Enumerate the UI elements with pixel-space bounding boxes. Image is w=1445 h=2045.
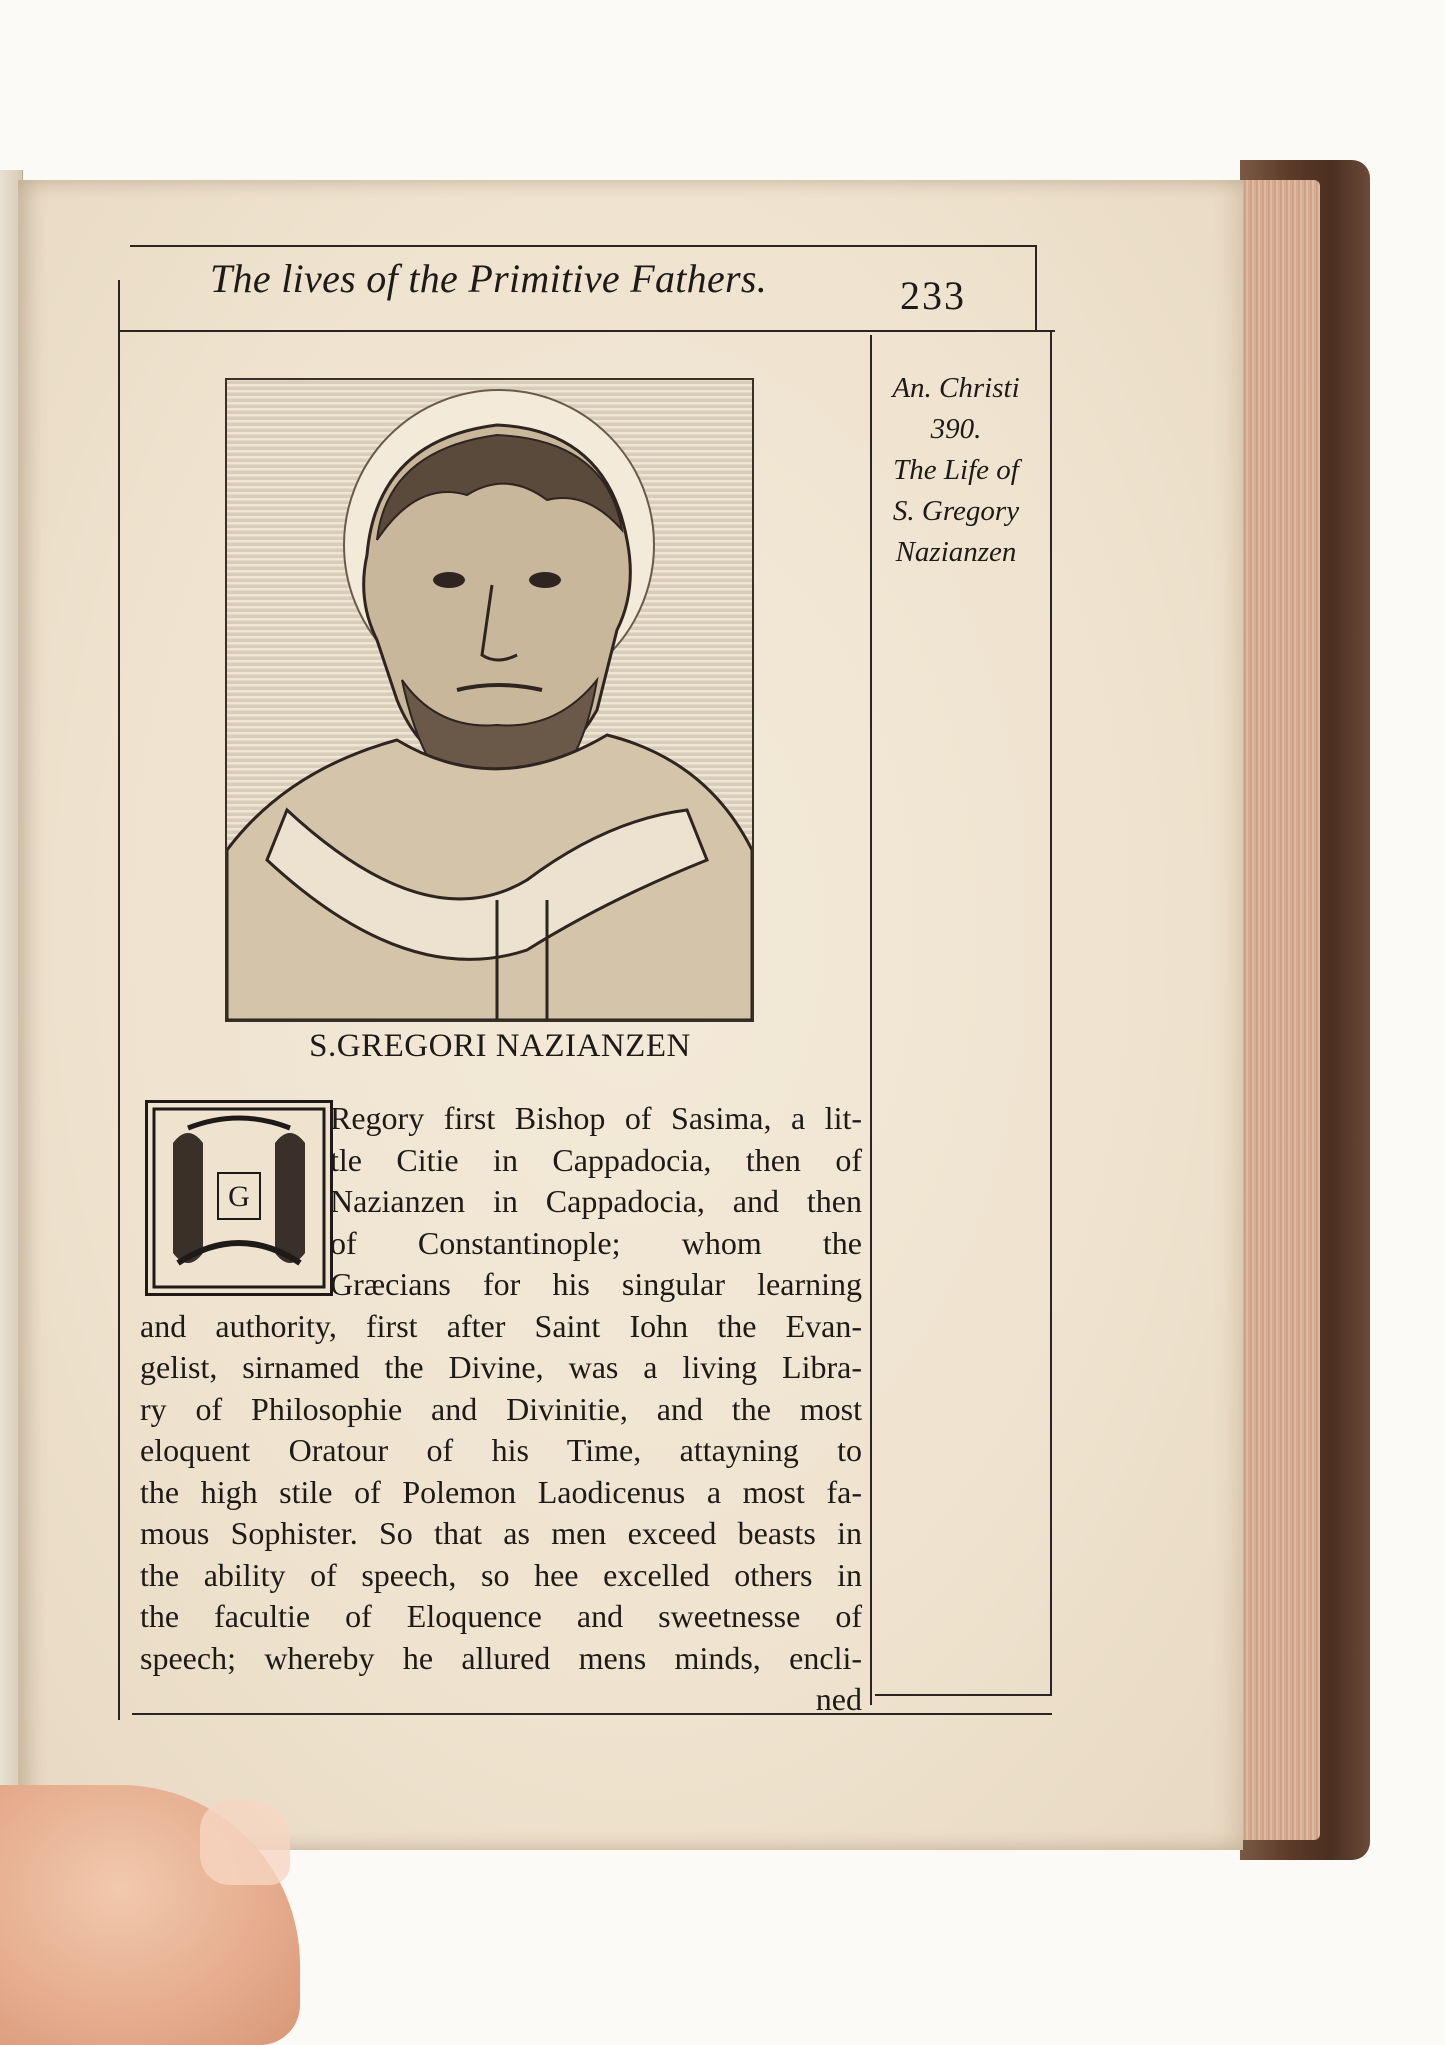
body-line: mous Sophister. So that as men exceed beasts in xyxy=(140,1515,862,1551)
body-line: Regory first Bishop of Sasima, a lit- xyxy=(330,1100,862,1136)
frame-rule-top xyxy=(130,245,1035,247)
frame-rule-right-head xyxy=(1035,245,1037,330)
running-title: The lives of the Primitive Fathers. xyxy=(210,256,768,301)
frame-rule-right xyxy=(1050,330,1052,1695)
body-line: gelist, sirnamed the Divine, was a living Libra- xyxy=(140,1349,862,1385)
portrait-engraving xyxy=(225,378,754,1022)
body-line: eloquent Oratour of his Time, attayning to xyxy=(140,1432,862,1468)
frame-rule-left xyxy=(118,280,120,1720)
margin-note xyxy=(866,368,1046,573)
body-line: of Constantinople; whom the xyxy=(330,1224,862,1261)
body-text xyxy=(140,1098,862,1721)
body-line: ry of Philosophie and Divinitie, and the most xyxy=(140,1390,862,1427)
body-line: Græcians for his singular learning xyxy=(330,1266,862,1302)
frame-rule-under-head xyxy=(120,330,1055,332)
margin-note-line: The Life of xyxy=(893,454,1019,486)
margin-column-bottom-rule xyxy=(875,1694,1052,1696)
body-line: tle Citie in Cappadocia, then of xyxy=(330,1141,862,1178)
margin-note-line: S. Gregory xyxy=(892,495,1020,527)
portrait-caption: S.GREGORI NAZIANZEN xyxy=(309,1028,691,1064)
drop-cap-letter: G xyxy=(228,1180,250,1213)
margin-note-line: Nazianzen xyxy=(895,536,1017,568)
page-number: 233 xyxy=(900,273,966,318)
thumbnail-highlight xyxy=(200,1800,290,1885)
body-line: speech; whereby he allured mens minds, encli- xyxy=(140,1639,862,1676)
margin-note-line: 390. xyxy=(930,413,982,445)
body-line: the ability of speech, so hee excelled others in xyxy=(140,1556,862,1593)
body-line: the high stile of Polemon Laodicenus a most fa- xyxy=(140,1473,862,1510)
body-line: Nazianzen in Cappadocia, and then xyxy=(330,1183,862,1219)
body-line: the facultie of Eloquence and sweetnesse of xyxy=(140,1598,862,1634)
margin-note-line: An. Christi xyxy=(892,372,1020,404)
body-line-catchword: ned xyxy=(815,1681,862,1717)
body-line: and authority, first after Saint Iohn the Evan- xyxy=(140,1307,862,1344)
